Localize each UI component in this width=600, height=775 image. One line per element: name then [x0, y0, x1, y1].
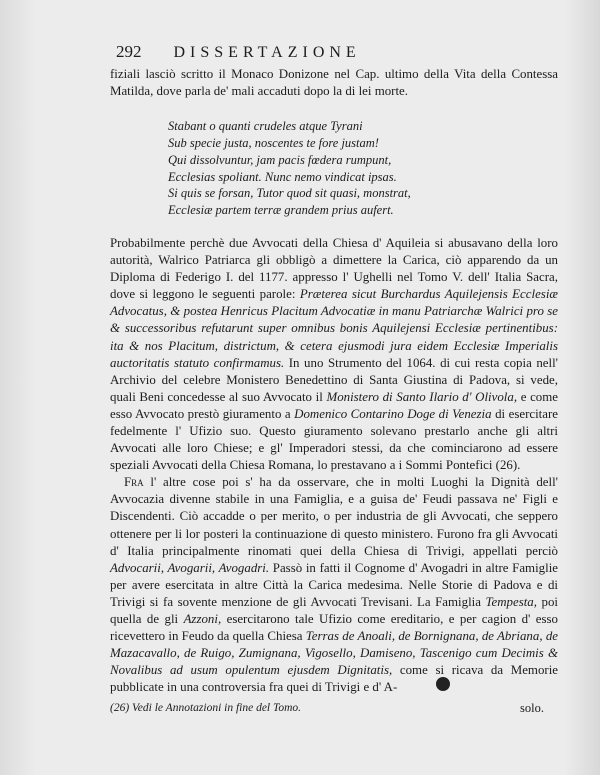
family-name-tempesta: Tempesta,: [485, 594, 537, 609]
paragraph1-text-c: In uno Strumento del 1064. di cui resta copia nell' Archivio del celebre Monistero Benedettino di Santa Giustina di Padova, si vede, quali Beni concedesse al suo Avvocato il: [110, 355, 558, 404]
paragraph2-text-g: esercitarono tale Ufizio come ereditario, e per cagion d' esso ricevettero in Feudo da quella Chiesa: [110, 612, 558, 644]
paragraph2-text-c: Passò in fatti il Cognome d' Avogadri in altre Famiglie per avere esercitata in altre Città la Carica medesima. Nelle Storie di Padova e di Trivigi si fa sovente menzione de gli Avvocati Trevisani. La Famiglia: [110, 560, 558, 609]
verse-line: Sub specie justa, noscentes te fore justam!: [168, 135, 379, 150]
paragraph1-text-e: e come esso Avvocato prestò giuramento a: [110, 389, 558, 421]
page-footer: [110, 701, 558, 716]
family-name-azzoni: Azzoni,: [183, 612, 222, 627]
page-header: [116, 42, 558, 66]
paragraph2-text-e: poi quella de gli: [110, 594, 558, 627]
verse-line: Si quis se forsan, Tutor quod sit quasi, monstrat,: [168, 186, 411, 201]
diploma-quotation: Præterea sicut Burchardus Aquilejensis Ecclesiæ Advocatus, & postea Henricus Placitum Advocatiæ in manu Patriarchæ Walrici pro se & successoribus refutarunt super omnibus bonis Aquilejensi Ecclesiæ pertinentibus: ita & nos Placitum, districtum, & cetera ejusmodi jura eidem Ecclesiæ Imperialis auctoritatis statuto confirmamus.: [110, 287, 558, 370]
ink-blot: [436, 677, 450, 691]
latin-verse: [168, 118, 558, 219]
paragraph1-text-g: di esercitare fedelmente l' Ufizio suo. Questo giuramento solevano prestarlo anche gli altri Avvocati alle loro Chiese; e gl' Imperadori stessi, da che cominciarono ad essere speziali Avvocati della Chiesa Romana, lo prestavano a i Sommi Pontefici (26).: [110, 406, 558, 473]
body-paragraph-2: [110, 474, 558, 696]
verse-line: Qui dissolvuntur, jam pacis fœdera rumpunt,: [168, 152, 392, 167]
paragraph2-text-i: come si ricava da Memorie pubblicate in una controversia fra quei di Trivigi e d' A-: [110, 663, 559, 695]
paragraph2-text-a: l' altre cose poi s' ha da osservare, che in molti Luoghi la Dignità dell' Avvocazia divenne stabile in una Famiglia, e a guisa de' Feudi passava ne' Figli e Discendenti. Ciò accadde o per merito, o per industria de gli Avvocati, che seppero ottenere per li lor posteri la continuazione di questo ministero. Furono fra gli Avvocati d' Italia principalmente rinomati quei della Chiesa di Trivigi, appellati perciò: [110, 475, 558, 558]
advocate-titles: Advocarii, Avogarii, Avogadri.: [110, 560, 270, 575]
page-number: 292: [116, 42, 142, 61]
monastery-name: Monistero di Santo Ilario d' Olivola,: [326, 389, 518, 404]
doge-name: Domenico Contarino Doge di Venezia: [294, 406, 492, 421]
paragraph-lead-word: Fra: [124, 475, 144, 490]
verse-line: Ecclesias spoliant. Nunc nemo vindicat ipsas.: [168, 169, 397, 184]
opening-paragraph: fiziali lasciò scritto il Monaco Donizone nel Cap. ultimo della Vita della Contessa Matilda, dove parla de' mali accaduti dopo la di lei morte.: [110, 67, 558, 99]
running-head: DISSERTAZIONE: [173, 44, 361, 61]
page-content: [110, 42, 558, 716]
verse-line: Ecclesiæ partem terræ grandem prius aufert.: [168, 203, 394, 218]
body-paragraph-1: [110, 235, 558, 474]
catchword: solo.: [520, 700, 544, 715]
land-grant-quotation: Terras de Anoali, de Bornignana, de Abriana, de Mazacavallo, de Ruigo, Zumignana, Vigosello, Damiseno, Tascenigo cum Decimis & Novalibus ad usum opulentum ejusdem Dignitatis,: [110, 629, 558, 678]
verse-line: Stabant o quanti crudeles atque Tyrani: [168, 119, 363, 134]
footnote: (26) Vedi le Annotazioni in fine del Tomo.: [110, 701, 302, 714]
paragraph1-text-a: Probabilmente perchè due Avvocati della Chiesa d' Aquileia si abusavano della loro autorità, Walrico Patriarca gli obbligò a dimettere la Carica, ciò apparendo da un Diploma di Federigo I. del 1177. appresso l' Ughelli nel Tomo V. dell' Italia Sacra, dove si leggono le seguenti parole:: [110, 235, 558, 302]
